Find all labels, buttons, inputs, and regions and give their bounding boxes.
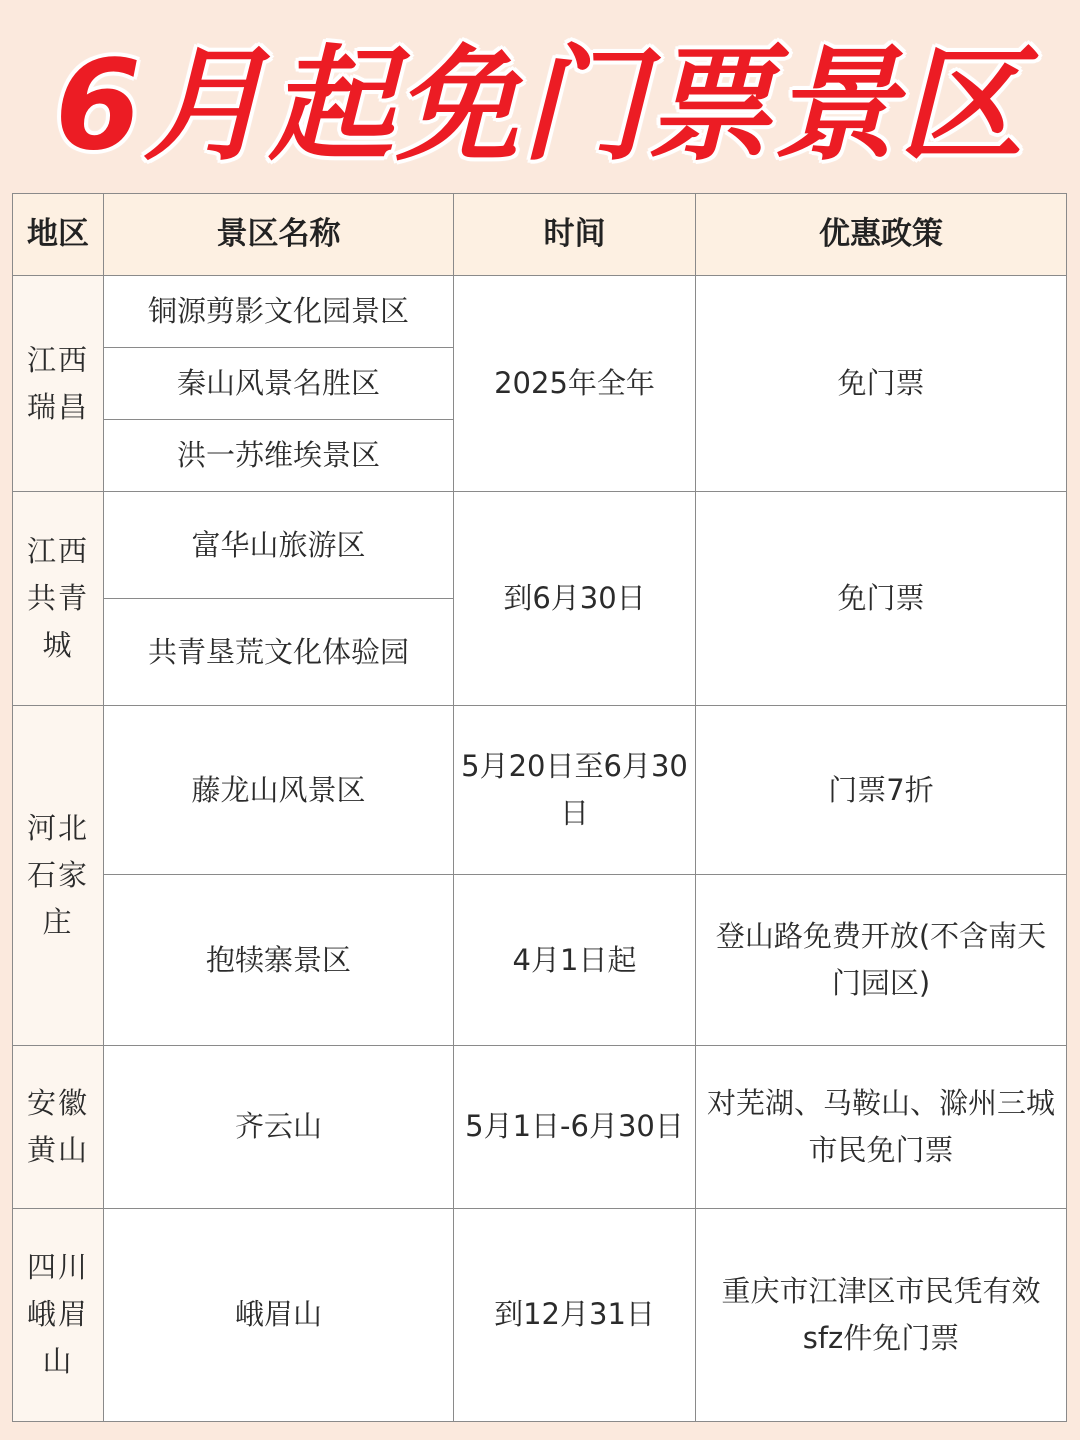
policy-cell: 免门票 — [696, 276, 1067, 492]
time-cell: 5月1日-6月30日 — [454, 1045, 696, 1208]
policy-cell: 门票7折 — [696, 706, 1067, 875]
region-cell: 江西瑞昌 — [13, 276, 104, 492]
policy-cell: 登山路免费开放(不含南天门园区) — [696, 875, 1067, 1045]
scenic-name-cell: 共青垦荒文化体验园 — [104, 599, 454, 706]
table-row — [13, 706, 1067, 875]
header-policy: 优惠政策 — [696, 194, 1067, 276]
time-cell: 2025年全年 — [454, 276, 696, 492]
policy-cell: 对芜湖、马鞍山、滁州三城市民免门票 — [696, 1045, 1067, 1208]
header-region: 地区 — [13, 194, 104, 276]
region-cell: 江西共青城 — [13, 492, 104, 706]
scenic-name-cell: 藤龙山风景区 — [104, 706, 454, 875]
page-title: 6月起免门票景区 — [54, 34, 1026, 178]
scenic-name-cell: 齐云山 — [104, 1045, 454, 1208]
time-cell: 到6月30日 — [454, 492, 696, 706]
scenic-name-cell: 铜源剪影文化园景区 — [104, 276, 454, 348]
policy-cell: 免门票 — [696, 492, 1067, 706]
region-cell: 安徽黄山 — [13, 1045, 104, 1208]
table-row — [13, 1045, 1067, 1208]
table-row — [13, 492, 1067, 599]
scenic-name-cell: 富华山旅游区 — [104, 492, 454, 599]
table-header-row — [13, 194, 1067, 276]
header-time: 时间 — [454, 194, 696, 276]
scenic-name-cell: 洪一苏维埃景区 — [104, 420, 454, 492]
scenic-name-cell: 抱犊寨景区 — [104, 875, 454, 1045]
scenic-spots-table — [12, 193, 1067, 1422]
scenic-name-cell: 秦山风景名胜区 — [104, 348, 454, 420]
header-scenic-name: 景区名称 — [104, 194, 454, 276]
scenic-name-cell: 峨眉山 — [104, 1208, 454, 1421]
time-cell: 5月20日至6月30日 — [454, 706, 696, 875]
table-row — [13, 1208, 1067, 1421]
region-cell: 河北石家庄 — [13, 706, 104, 1045]
time-cell: 4月1日起 — [454, 875, 696, 1045]
policy-cell: 重庆市江津区市民凭有效sfz件免门票 — [696, 1208, 1067, 1421]
time-cell: 到12月31日 — [454, 1208, 696, 1421]
region-cell: 四川峨眉山 — [13, 1208, 104, 1421]
table-row — [13, 276, 1067, 348]
table-row — [13, 875, 1067, 1045]
